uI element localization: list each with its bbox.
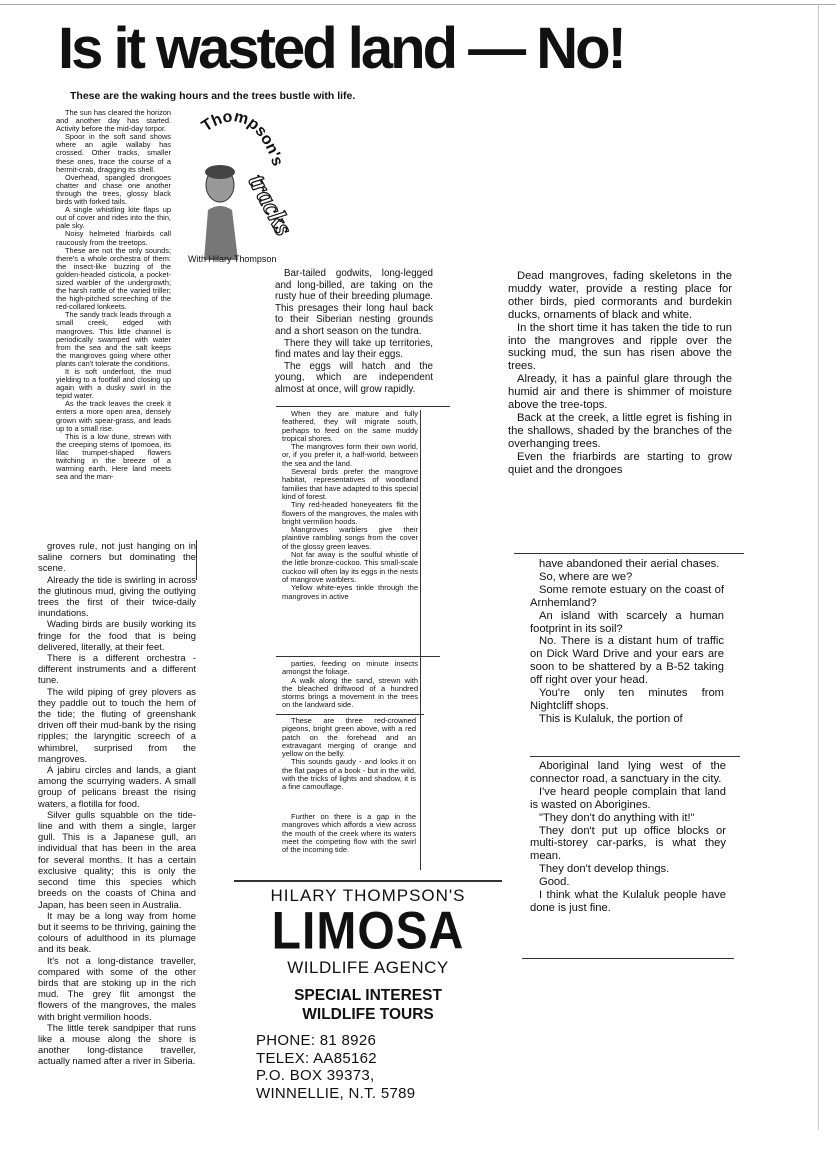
paragraph: They don't put up office blocks or multi-storey car-parks, is what they mean. (530, 824, 726, 863)
paragraph: parties, feeding on minute insects amongst the foliage. (282, 660, 418, 677)
col3-rule-2 (530, 756, 740, 757)
paragraph: There is a different orchestra - different instruments and a different tune. (38, 652, 196, 686)
paragraph: Yellow white-eyes tinkle through the mangroves in active (282, 583, 418, 601)
logo-tracks-word: tracks (242, 169, 298, 241)
paragraph: An island with scarcely a human footprint in its soil? (530, 609, 724, 635)
author-shoulders-icon (204, 206, 238, 260)
author-byline: With Hilary Thompson (188, 254, 277, 264)
paragraph: Aboriginal land lying west of the connector road, a sanctuary in the city. (530, 760, 726, 785)
col3-rule-3 (522, 958, 734, 959)
col2-small-d-text (282, 813, 416, 854)
column-2-small-d (282, 813, 416, 873)
paragraph: I think what the Kulaluk people have done is just fine. (530, 889, 726, 914)
col3-mid-text (530, 558, 724, 726)
page-top-border (0, 4, 836, 5)
column-2-small-c (282, 717, 416, 807)
logo-arc-text: Thompson's (198, 110, 286, 169)
paragraph: Already the tide is swirling in across the glutinous mud, giving the outlying trees the first of their twice-daily inundations. (38, 573, 196, 619)
paragraph: As the track leaves the creek it enters a more open area, densely grown with spear-grass, and leads up to a small rise. (56, 399, 171, 433)
paragraph: Overhead, spangled drongoes chatter and chase one another through the trees, glossy black birds with forked tails. (56, 172, 171, 207)
col3-rule-1 (514, 553, 744, 554)
column-3-bottom (530, 760, 726, 960)
advert-tagline-1: SPECIAL INTEREST (294, 987, 442, 1004)
col1-bottom-text (38, 540, 196, 1067)
paragraph: have abandoned their aerial chases. (539, 558, 720, 570)
svg-text:Thompson's (199, 110, 286, 168)
column-1-divider (196, 540, 197, 580)
column-logo (198, 110, 298, 260)
paragraph: Silver gulls squabble on the tide-line and with them a single, larger gull. This is a Japanese gull, an individual that has been in the area for several months. It has a certain exclusive quality; this is only the second time this species which breeds on the coasts of China and Japan, has been seen in Australia. (38, 808, 196, 910)
advert-telex: TELEX: AA85162 (256, 1049, 377, 1067)
advert-agency: WILDLIFE AGENCY (287, 958, 449, 977)
col3-bottom-text (530, 760, 726, 915)
column-1-top (56, 109, 171, 539)
paragraph: Spoor in the soft sand shows where an agile wallaby has crossed. Other tracks, smaller these ones, trace the course of a hermit-crab, dragging its shell. (56, 132, 171, 174)
advert-owner: HILARY THOMPSON'S (270, 886, 466, 905)
col2-small-b-text (282, 660, 418, 710)
paragraph: No. There is a distant hum of traffic on Dick Ward Drive and your ears are soon to be shattered by a B-52 taking off right over your head. (530, 635, 724, 687)
paragraph: These are three red-crowned pigeons, bright green above, with a red patch on the forehead and an extravagant merging of orange and yellow on the belly. (282, 717, 416, 759)
paragraph: They don't develop things. (539, 863, 670, 876)
advert-top-rule (234, 880, 502, 882)
col2-small-text (282, 410, 418, 601)
column-3-top (508, 270, 732, 554)
paragraph: It's not a long-distance traveller, compared with some of the other birds that are stoking up in the rich mud. The grey flit amongst the flowers of the mangroves, the males with bright vermilion hoods. (38, 954, 196, 1022)
col1-top-text (56, 109, 171, 481)
paragraph: groves rule, not just hanging on in saline corners but dominating the scene. (38, 540, 196, 574)
paragraph: A single whistling kite flaps up out of cover and rides into the thin, pale sky. (56, 205, 171, 231)
paragraph: The little terek sandpiper that runs like a mouse along the shore is another long-distance traveller, actually named after a river in Siberia. (38, 1021, 196, 1067)
paragraph: Not far away is the soulful whistle of the little bronze-cuckoo. This small-scale cuckoo will often lay its eggs in the nests of mangrove warblers. (282, 550, 418, 584)
article-subhead: These are the waking hours and the trees bustle with life. (70, 90, 356, 102)
paragraph: Even the friarbirds are starting to grow quiet and the drongoes (508, 450, 732, 476)
paragraph: "They don't do anything with it!" (539, 811, 695, 824)
paragraph: This is a low dune, strewn with the creeping stems of Ipomoea, its lilac trumpet-shaped flowers twitching in the breeze of a warming earth. Here land meets sea and the man- (56, 431, 171, 482)
paragraph: You're only ten minutes from Nightcliff shops. (530, 687, 724, 712)
col2-rule-1 (276, 406, 450, 407)
limosa-advert (234, 886, 502, 1126)
paragraph: A walk along the sand, strewn with the bleached driftwood of a hundred storms brings a movement in the trees on the landward side. (282, 675, 418, 710)
paragraph: The sun has cleared the horizon and another day has started. Activity before the mid-day torpor. (56, 109, 171, 134)
paragraph: It may be a long way from home but it seems to be thriving, gaining the colours of adulthood in its plumage and its beak. (38, 909, 196, 955)
col3-top-text (508, 270, 732, 477)
paragraph: Several birds prefer the mangrove habitat, representatives of woodland families that have adapted to this special kind of forest. (282, 467, 418, 501)
advert-phone: PHONE: 81 8926 (256, 1032, 377, 1049)
paragraph: Tiny red-headed honeyeaters flit the flowers of the mangroves, the males with bright vermilion hoods. (282, 500, 418, 526)
advert-po-box: P.O. BOX 39373, (256, 1067, 375, 1084)
col2-rule-3 (276, 714, 424, 715)
col2-rule-2 (276, 656, 440, 657)
paragraph: The eggs will hatch and the young, which are independent almost at once, will grow rapidly. (275, 360, 433, 395)
advert-town: WINNELLIE, N.T. 5789 (256, 1084, 416, 1102)
column-2-small-b (282, 660, 418, 715)
paragraph: Good. (539, 876, 570, 889)
column-1-bottom (38, 540, 196, 1070)
paragraph: Dead mangroves, fading skeletons in the muddy water, provide a resting place for other birds, pied cormorants and burdekin ducks, ornaments of black and white. (508, 270, 732, 321)
paragraph: Noisy helmeted friarbirds call raucously from the treetops. (56, 229, 171, 247)
column-2-top (275, 268, 433, 404)
col2-top-text (275, 268, 433, 396)
column-2-divider (420, 410, 421, 870)
paragraph: This sounds gaudy - and looks it on the flat pages of a book - but in the wild, with the tricks of lights and shadow, it is a fine camouflage. (282, 757, 416, 792)
thompsons-tracks-logo (198, 110, 298, 260)
paragraph: Further on there is a gap in the mangroves which affords a view across the mouth of the creek where its waters meet the competing flow with the swirl of the incoming tide. (282, 813, 416, 855)
paragraph: It is soft underfoot, the mud yielding to a footfall and closing up again with a dusky swirl in the tepid water. (56, 367, 171, 401)
col2-small-c-text (282, 717, 416, 792)
paragraph: So, where are we? (539, 570, 633, 583)
paragraph: When they are mature and fully feathered, they will migrate south, perhaps to feed on the same muddy tropical shores. (282, 410, 418, 443)
paragraph: Some remote estuary on the coast of Arnhemland? (530, 583, 724, 609)
column-3-mid (530, 558, 724, 756)
page-right-border (818, 5, 819, 1130)
article-headline: Is it wasted land — No! (58, 16, 624, 81)
paragraph: Back at the creek, a little egret is fishing in the shallows, shaded by the branches of the overhanging trees. (508, 411, 732, 450)
paragraph: The mangroves form their own world, or, if you prefer it, a half-world, between the sea and the land. (282, 442, 418, 468)
paragraph: I've heard people complain that land is wasted on Aborigines. (530, 785, 726, 811)
advert-tagline-2: WILDLIFE TOURS (302, 1006, 434, 1023)
author-hair-icon (205, 165, 235, 179)
paragraph: These are not the only sounds; there's a whole orchestra of them: the insect-like buzzing of the golden-headed cisticola, a pocket-sized warbler of the undergrowth; the harsh rattle of the varied triller; the high-pitched screeching of the red-collared lorikeets. (56, 245, 171, 312)
paragraph: This is Kulaluk, the portion of (539, 712, 683, 725)
column-2-small (282, 410, 418, 655)
paragraph: Mangroves warblers give their plaintive rambling songs from the cover of the glossy green leaves. (282, 525, 418, 551)
paragraph: Bar-tailed godwits, long-legged and long-billed, are taking on the rusty hue of their breeding plumage. This presages their long haul back to their Siberian nesting grounds and a short season on the tundra. (275, 268, 433, 337)
paragraph: There they will take up territories, find mates and lay their eggs. (275, 337, 433, 361)
advert-brand: LIMOSA (271, 902, 465, 961)
paragraph: Already, it has a painful glare through the humid air and there is shimmer of moisture above the tree-tops. (508, 373, 732, 412)
paragraph: In the short time it has taken the tide to run into the mangroves and ripple over the sucking mud, the sun has risen above the trees. (508, 321, 732, 373)
paragraph: The sandy track leads through a small creek, edged with mangroves. This little channel is periodically swamped with water from the sea and the salt keeps the mangroves going where other plants can't tolerate the conditions. (56, 310, 171, 368)
paragraph: Wading birds are busily working its fringe for the food that is being delivered, literally, at their feet. (38, 618, 196, 652)
paragraph: The wild piping of grey plovers as they paddle out to touch the hem of the tide; the fluting of greenshank driven off their mud-bank by the rising ripples; the laryngitic screech of a whimbrel, surprised from the mangroves. (38, 685, 196, 764)
paragraph: A jabiru circles and lands, a giant among the scurrying waders. A small group of pelicans breast the rising waters, a flotilla for food. (38, 764, 196, 809)
